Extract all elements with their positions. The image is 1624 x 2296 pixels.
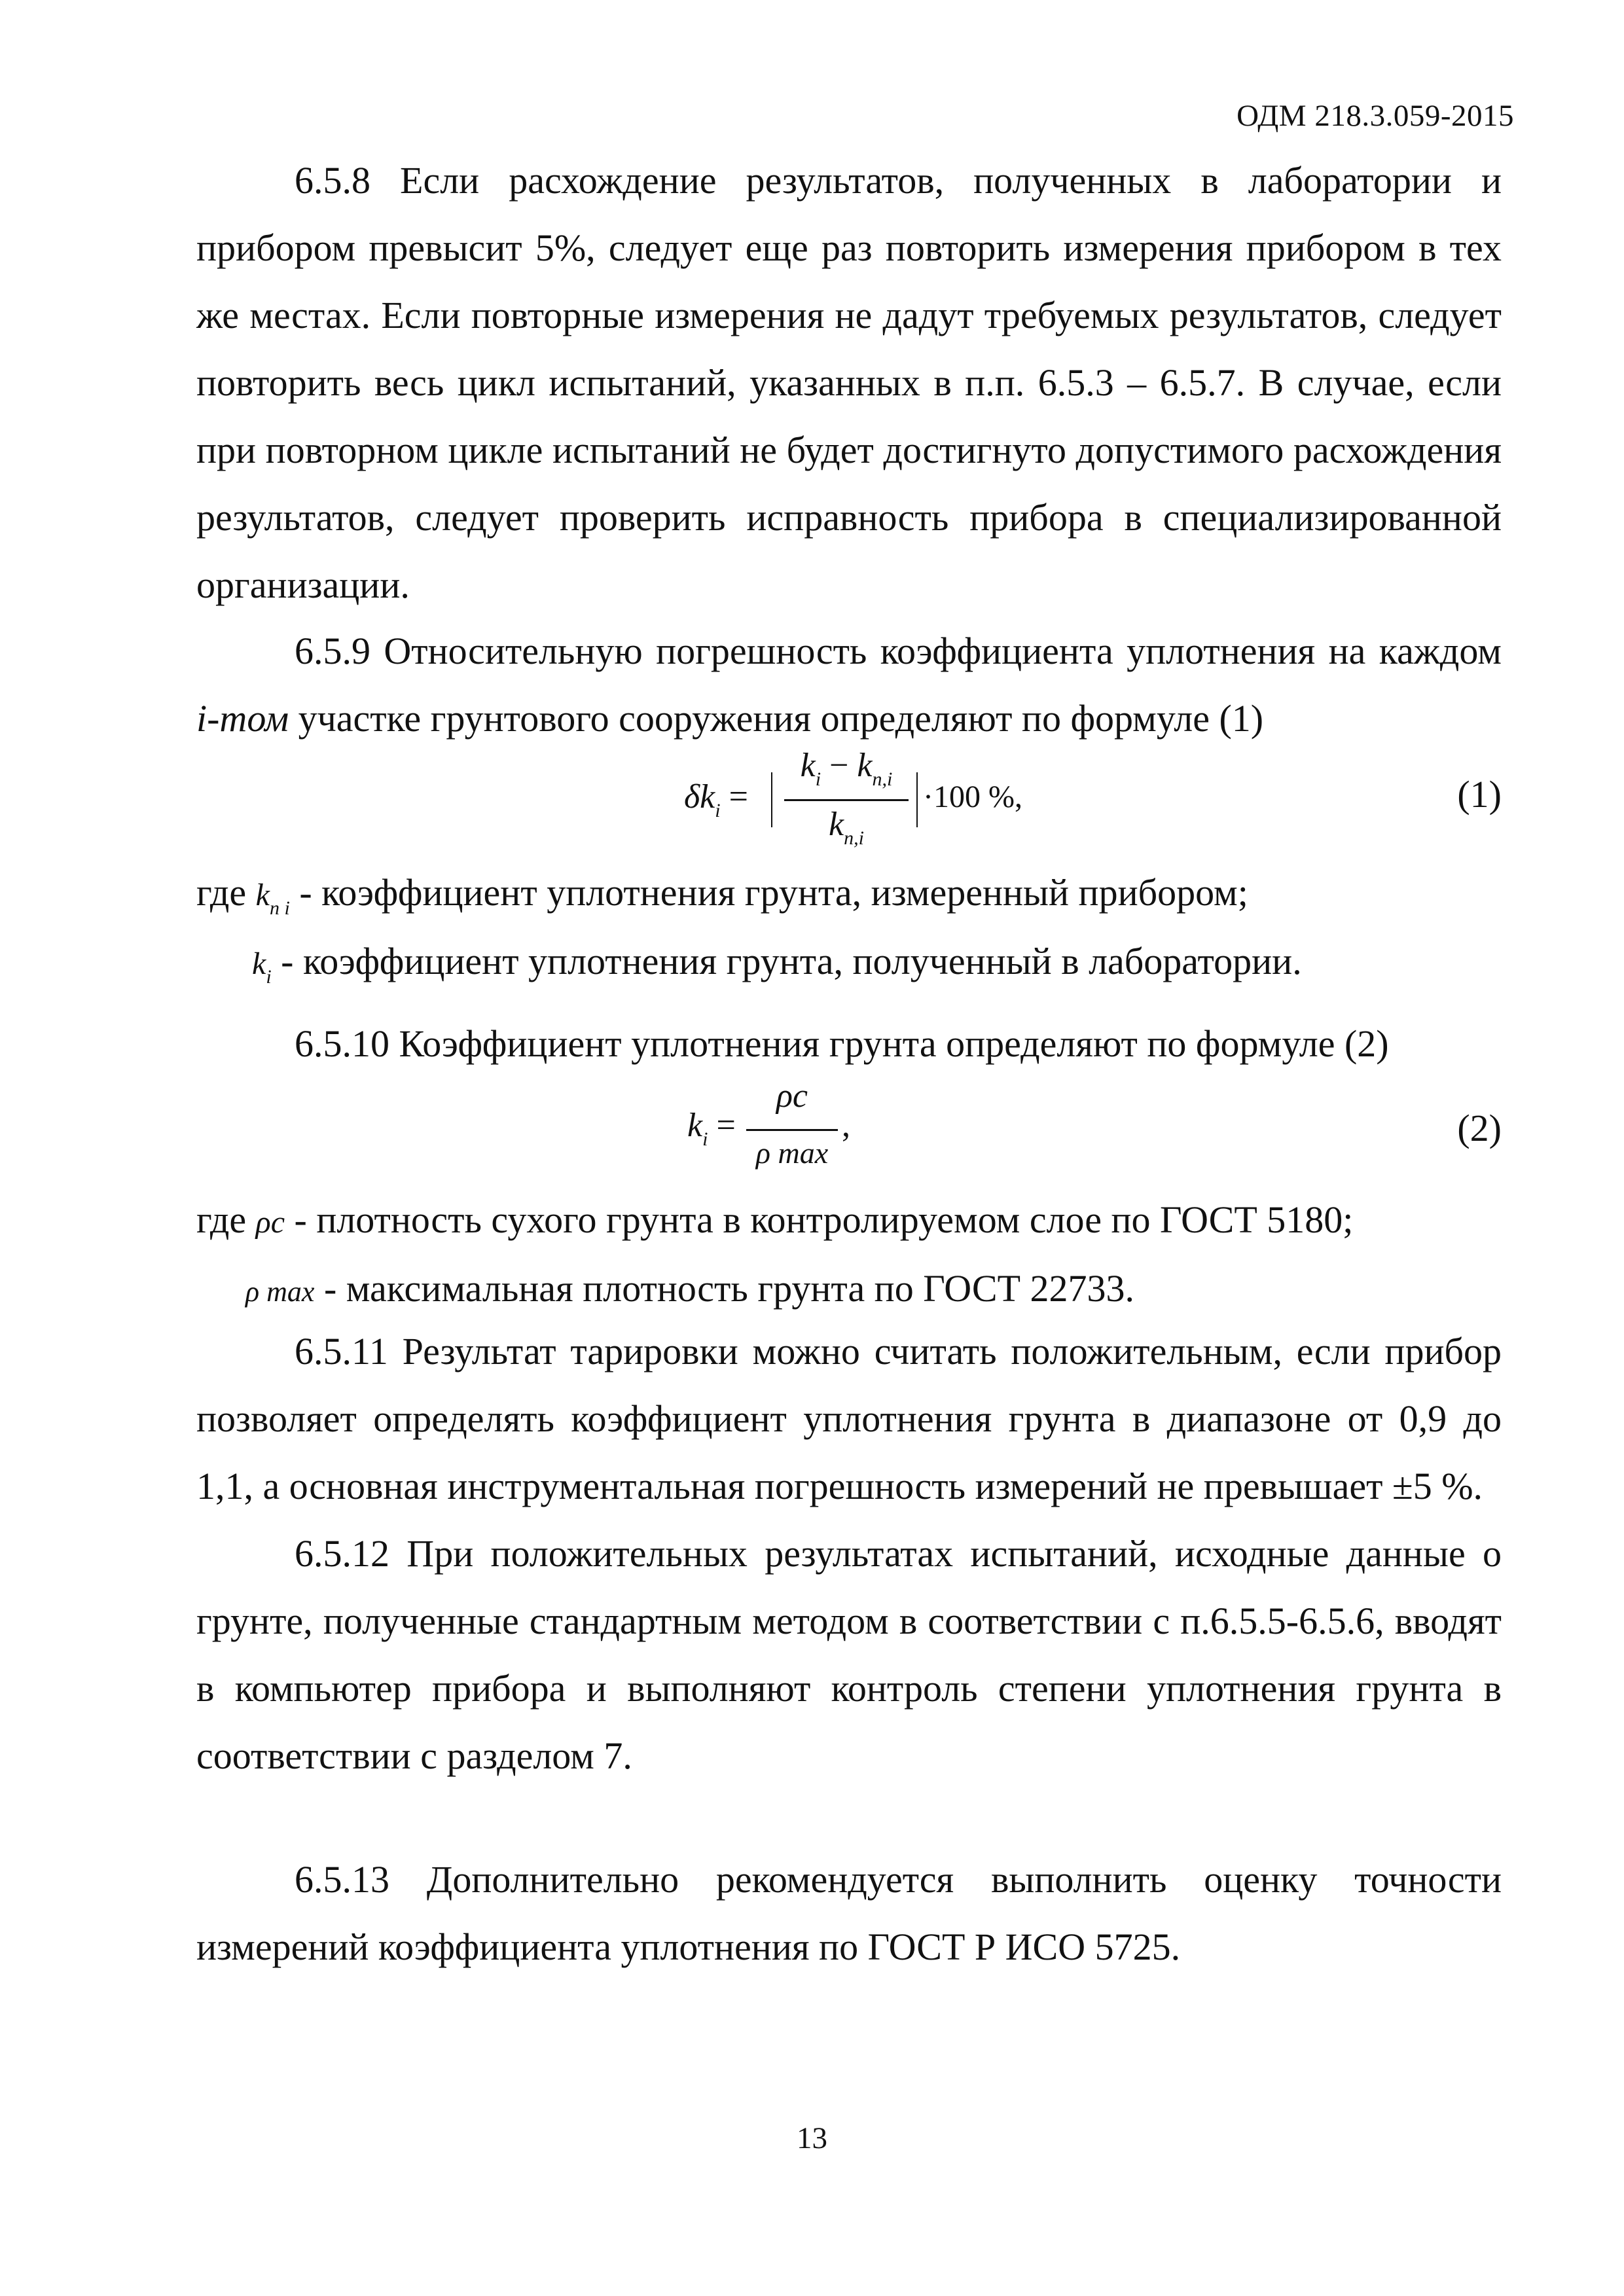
paragraph-6-5-8: 6.5.8 Если расхождение результатов, полученных в лаборатории и прибором превысит 5%, следует еще раз повторить измерения прибором в тех же местах. Если повторные измерения не дадут требуемых результатов, следует повторить весь цикл испытаний, указанных в п.п. 6.5.3 – 6.5.7. В случае, если при повторном цикле испытаний не будет достигнуто допустимого расхождения результатов, следует проверить исправность прибора в специализированной организации. <box>196 159 1502 606</box>
formula-1-eq: = <box>729 778 748 816</box>
formula-1-lhs-sub: i <box>715 800 721 821</box>
formula-1-num-kn: k <box>857 747 873 784</box>
definition-text-ki: - коэффициент уплотнения грунта, полученный в лаборатории. <box>271 940 1302 982</box>
formula-2-number: (2) <box>1457 1107 1502 1149</box>
definition-symbol-kn-sub: n i <box>269 897 290 919</box>
formula-2-eq: = <box>716 1107 736 1144</box>
formula-1-tail <box>923 779 1022 815</box>
formula-2-definition-2 <box>245 1266 1134 1310</box>
formula-2-numerator: ρc <box>776 1077 808 1115</box>
paragraph-6-5-12: 6.5.12 При положительных результатах испытаний, исходные данные о грунте, полученные стандартным методом в соответствии с п.6.5.5-6.5.6, вводят в компьютер прибора и выполняют контроль степени уплотнения грунта в соответствии с разделом 7. <box>196 1532 1502 1777</box>
definition-symbol-rho-c: ρc <box>255 1205 285 1240</box>
formula-1-num-kn-sub: n,i <box>872 768 893 790</box>
paragraph-6-5-9-text-a: 6.5.9 Относительную погрешность коэффициента уплотнения на каждом <box>295 630 1502 672</box>
formula-2-lhs <box>687 1106 736 1151</box>
definition-symbol-rho-max: ρ max <box>245 1276 315 1308</box>
formula-2-lhs-sub: i <box>702 1128 708 1150</box>
definition-symbol-ki-sub: i <box>266 966 272 988</box>
definition-symbol-kn: k <box>255 878 270 912</box>
formula-1-num-k: k <box>800 747 816 784</box>
paragraph-6-5-11: 6.5.11 Результат тарировки можно считать положительным, если прибор позволяет определять коэффициент уплотнения грунта в диапазоне от 0,9 до 1,1, а основная инструментальная погрешность измерений не превышает ±5 %. <box>196 1330 1502 1507</box>
definition-text-rho-c: - плотность сухого грунта в контролируемом слое по ГОСТ 5180; <box>285 1198 1354 1241</box>
paragraph-6-5-9 <box>196 617 1502 752</box>
definition-text-rho-max: - максимальная плотность грунта по ГОСТ 22733. <box>314 1267 1135 1310</box>
formula-2-definition-1 <box>196 1198 1353 1242</box>
formula-2-comma: , <box>842 1107 850 1144</box>
definition-text-kn: - коэффициент уплотнения грунта, измеренный прибором; <box>289 871 1248 914</box>
formula-1-den-k-sub: n,i <box>844 827 864 849</box>
formula-1-minus: − <box>821 747 857 784</box>
definition-symbol-ki: k <box>252 946 266 981</box>
formula-1-definition-1 <box>196 870 1248 920</box>
paragraph-6-5-13: 6.5.13 Дополнительно рекомендуется выполнить оценку точности измерений коэффициента уплотнения по ГОСТ Р ИСО 5725. <box>196 1858 1502 1968</box>
paragraph-6-5-9-italic: i-том <box>196 697 289 740</box>
formula-1-lhs-symbol: δk <box>684 778 715 816</box>
formula-1-den-k: k <box>829 806 844 843</box>
page-number: 13 <box>797 2121 827 2155</box>
paragraph-6-5-10: 6.5.10 Коэффициент уплотнения грунта определяют по формуле (2) <box>295 1022 1389 1065</box>
formula-1-denominator <box>787 805 905 850</box>
paragraph-6-5-9-text-b: участке грунтового сооружения определяют по формуле (1) <box>289 697 1264 740</box>
formula-1-abs-bar-left <box>771 772 772 827</box>
document-code: ОДМ 218.3.059-2015 <box>1236 99 1514 133</box>
formula-1-number: (1) <box>1457 773 1502 816</box>
formula-2-fraction-line <box>746 1129 838 1131</box>
formula-1-abs-bar-right <box>916 772 918 827</box>
formula-2-denominator: ρ max <box>755 1136 829 1170</box>
formula-1-fraction-line <box>784 799 909 801</box>
formula-1-tail-text: ·100 % <box>923 780 1015 814</box>
formula-1-num-k-sub: i <box>815 768 821 790</box>
formula-1-lhs <box>684 778 748 822</box>
formula-1-numerator <box>787 746 905 791</box>
where-label: где <box>196 871 247 914</box>
formula-2-lhs-symbol: k <box>687 1107 703 1144</box>
formula-1-comma: , <box>1014 780 1022 814</box>
formula-1-definition-2 <box>252 939 1302 988</box>
where-label-2: где <box>196 1198 247 1241</box>
